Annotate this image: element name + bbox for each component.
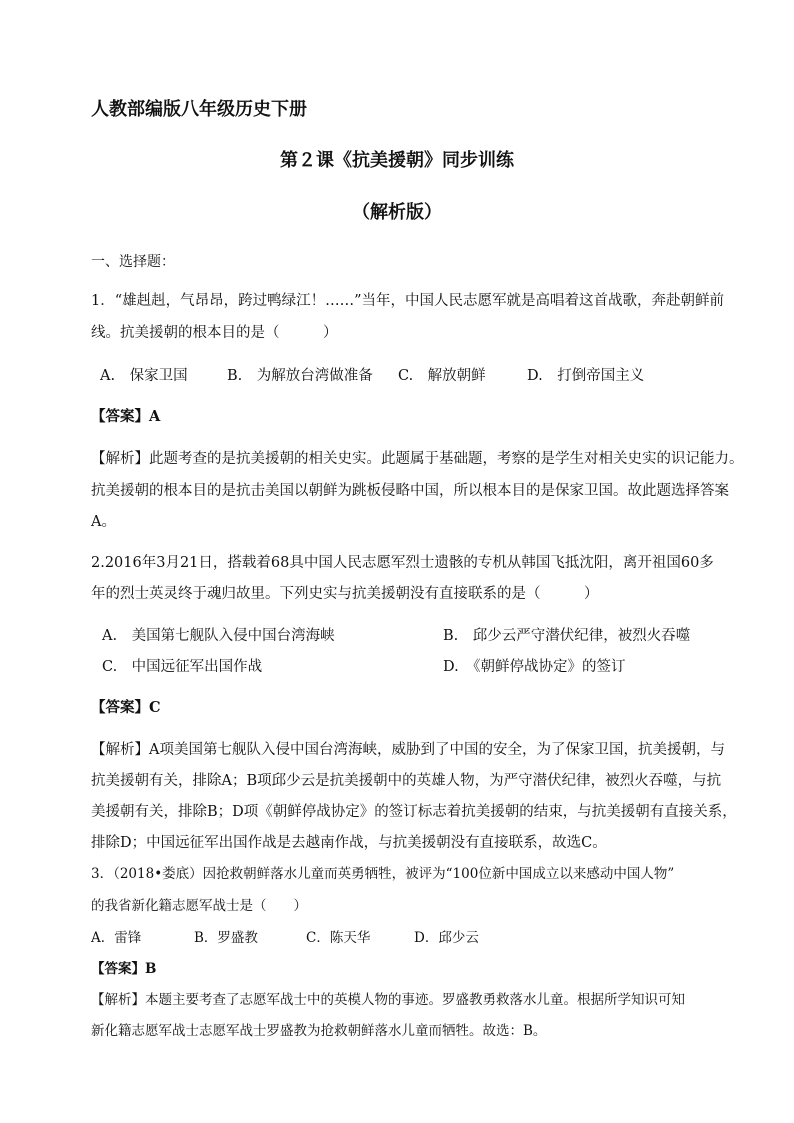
q1-option-d: D. 打倒帝国主义: [527, 368, 645, 384]
q2-option-a: A. 美国第七舰队入侵中国台湾海峡: [102, 628, 335, 644]
q1-explanation-line1: 【解析】此题考查的是抗美援朝的相关史实。此题属于基础题，考察的是学生对相关史实的识记能力。: [91, 451, 744, 467]
q2-explanation-line1: 【解析】A项美国第七舰队入侵中国台湾海峡，威胁到了中国的安全，为了保家卫国，抗美援朝，与: [91, 742, 725, 758]
q2-stem-line2: 年的烈士英灵终于魂归故里。下列史实与抗美援朝没有直接联系的是（ ）: [91, 586, 599, 602]
q1-explanation-line3: A。: [91, 514, 116, 530]
q3-answer: 【答案】B: [91, 961, 157, 977]
doc-header: 人教部编版八年级历史下册: [91, 99, 307, 120]
section-heading: 一、选择题：: [91, 254, 175, 270]
q2-explanation-line2: 抗美援朝有关，排除A；B项邱少云是抗美援朝中的英雄人物，为严守潜伏纪律，被烈火吞噬，与抗: [91, 773, 722, 789]
q1-option-c: C. 解放朝鲜: [398, 368, 486, 384]
doc-title: 第２课《抗美援朝》同步训练: [280, 150, 514, 171]
q3-explanation-line2: 新化籍志愿军战士志愿军战士罗盛教为抢救朝鲜落水儿童而牺牲。故选：B。: [91, 1023, 547, 1039]
q3-option-c: C．陈天华: [306, 930, 371, 946]
q3-option-a: A．雷锋: [91, 930, 142, 946]
q1-option-b: B. 为解放台湾做准备: [227, 368, 373, 384]
q2-explanation-line4: 排除D；中国远征军出国作战是去越南作战，与抗美援朝没有直接联系，故选C。: [91, 835, 607, 851]
q1-answer: 【答案】A: [91, 408, 161, 425]
q2-stem-line1: 2.2016年3月21日，搭载着68具中国人民志愿军烈士遗骸的专机从韩国飞抵沈阳，离开祖国60多: [91, 555, 714, 571]
q2-option-c: C. 中国远征军出国作战: [102, 659, 263, 675]
q2-explanation-line3: 美援朝有关，排除B；D项《朝鲜停战协定》的签订标志着抗美援朝的结束，与抗美援朝有直接关系，: [91, 804, 737, 820]
q3-stem-line2: 的我省新化籍志愿军战士是（ ）: [91, 898, 307, 914]
q2-option-b: B. 邱少云严守潜伏纪律，被烈火吞噬: [443, 628, 691, 644]
q2-option-d: D. 《朝鲜停战协定》的签订: [443, 659, 626, 675]
q3-option-d: D．邱少云: [414, 930, 479, 946]
q3-explanation-line1: 【解析】本题主要考查了志愿军战士中的英模人物的事迹。罗盛教勇救落水儿童。根据所学知识可知: [91, 992, 685, 1008]
q3-option-b: B．罗盛教: [194, 930, 258, 946]
q1-stem-line1: 1．“雄赳赳，气昂昂，跨过鸭绿江！……”当年，中国人民志愿军就是高唱着这首战歌，奔赴朝鲜前: [91, 293, 725, 309]
q2-answer: 【答案】C: [91, 699, 161, 716]
q1-stem-line2: 线。抗美援朝的根本目的是（ ）: [91, 325, 338, 341]
q3-stem-line1: 3．（2018•娄底）因抢救朝鲜落水儿童而英勇牺牲，被评为“100位新中国成立以来感动中国人物”: [91, 866, 675, 882]
doc-subtitle: （解析版）: [352, 202, 442, 223]
q1-option-a: A. 保家卫国: [100, 368, 188, 384]
q1-explanation-line2: 抗美援朝的根本目的是抗击美国以朝鲜为跳板侵略中国，所以根本目的是保家卫国。故此题选择答案: [91, 483, 729, 499]
